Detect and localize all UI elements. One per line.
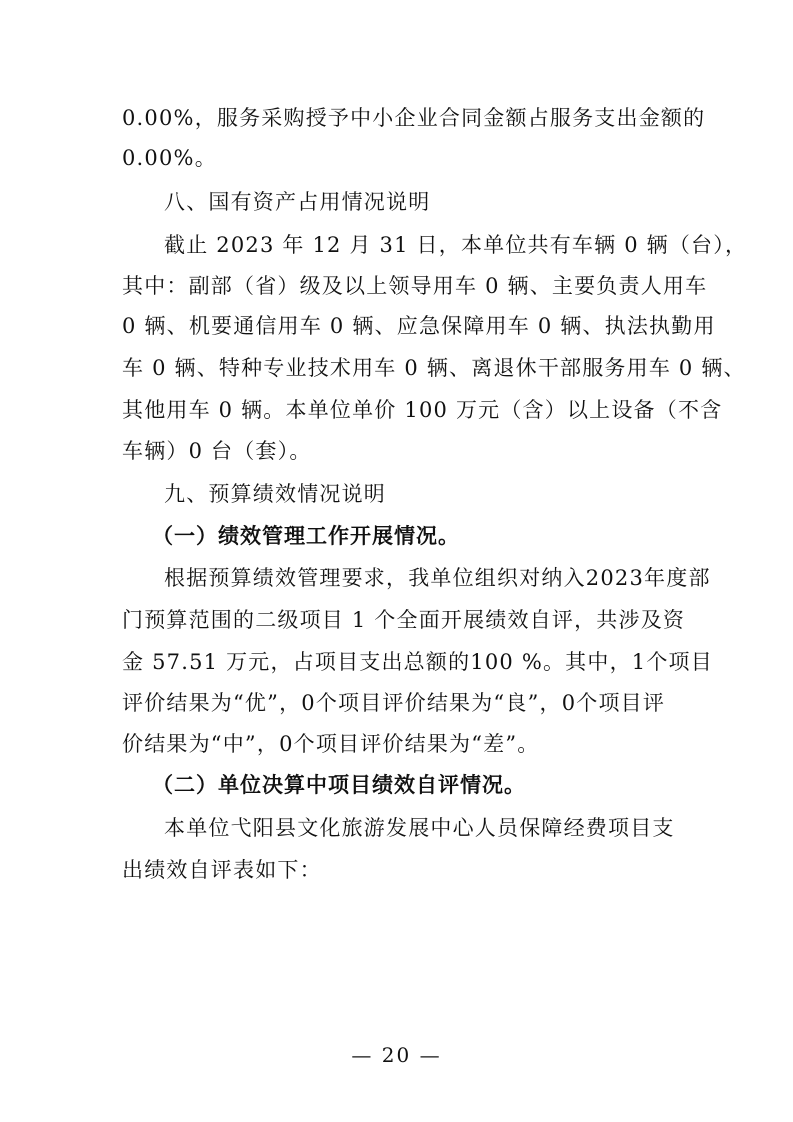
page-number: — 20 — [351, 1043, 442, 1067]
paragraph-line: 截止 2023 年 12 月 31 日，本单位共有车辆 0 辆（台）， [164, 233, 748, 257]
paragraph-line: 车辆）0 台（套）。 [122, 439, 312, 463]
section-heading: 八、国有资产占用情况说明 [164, 190, 431, 214]
paragraph-line: 车 0 辆、特种专业技术用车 0 辆、离退休干部服务用车 0 辆、 [122, 356, 746, 380]
paragraph-line: 根据预算绩效管理要求，我单位组织对纳入2023年度部 [164, 566, 711, 590]
paragraph-line: 0 辆、机要通信用车 0 辆、应急保障用车 0 辆、执法执勤用 [122, 314, 716, 338]
section-heading: 九、预算绩效情况说明 [164, 482, 386, 506]
paragraph-line: 价结果为“中”，0个项目评价结果为“差”。 [122, 732, 540, 756]
subsection-heading: （二）单位决算中项目绩效自评情况。 [152, 773, 526, 797]
paragraph-line: 0.00%，服务采购授予中小企业合同金额占服务支出金额的 [122, 106, 706, 130]
paragraph-line: 其他用车 0 辆。本单位单价 100 万元（含）以上设备（不含 [122, 398, 723, 422]
paragraph-line: 本单位弋阳县文化旅游发展中心人员保障经费项目支 [164, 816, 675, 840]
paragraph-line: 其中：副部（省）级及以上领导用车 0 辆、主要负责人用车 [122, 274, 708, 298]
paragraph-line: 0.00%。 [122, 146, 217, 170]
subsection-heading: （一）绩效管理工作开展情况。 [152, 524, 460, 548]
paragraph-line: 出绩效自评表如下： [122, 858, 322, 882]
paragraph-line: 金 57.51 万元，占项目支出总额的100 %。其中，1个项目 [122, 650, 713, 674]
paragraph-line: 门预算范围的二级项目 1 个全面开展绩效自评，共涉及资 [122, 608, 686, 632]
paragraph-line: 评价结果为“优”，0个项目评价结果为“良”，0个项目评 [122, 691, 666, 715]
